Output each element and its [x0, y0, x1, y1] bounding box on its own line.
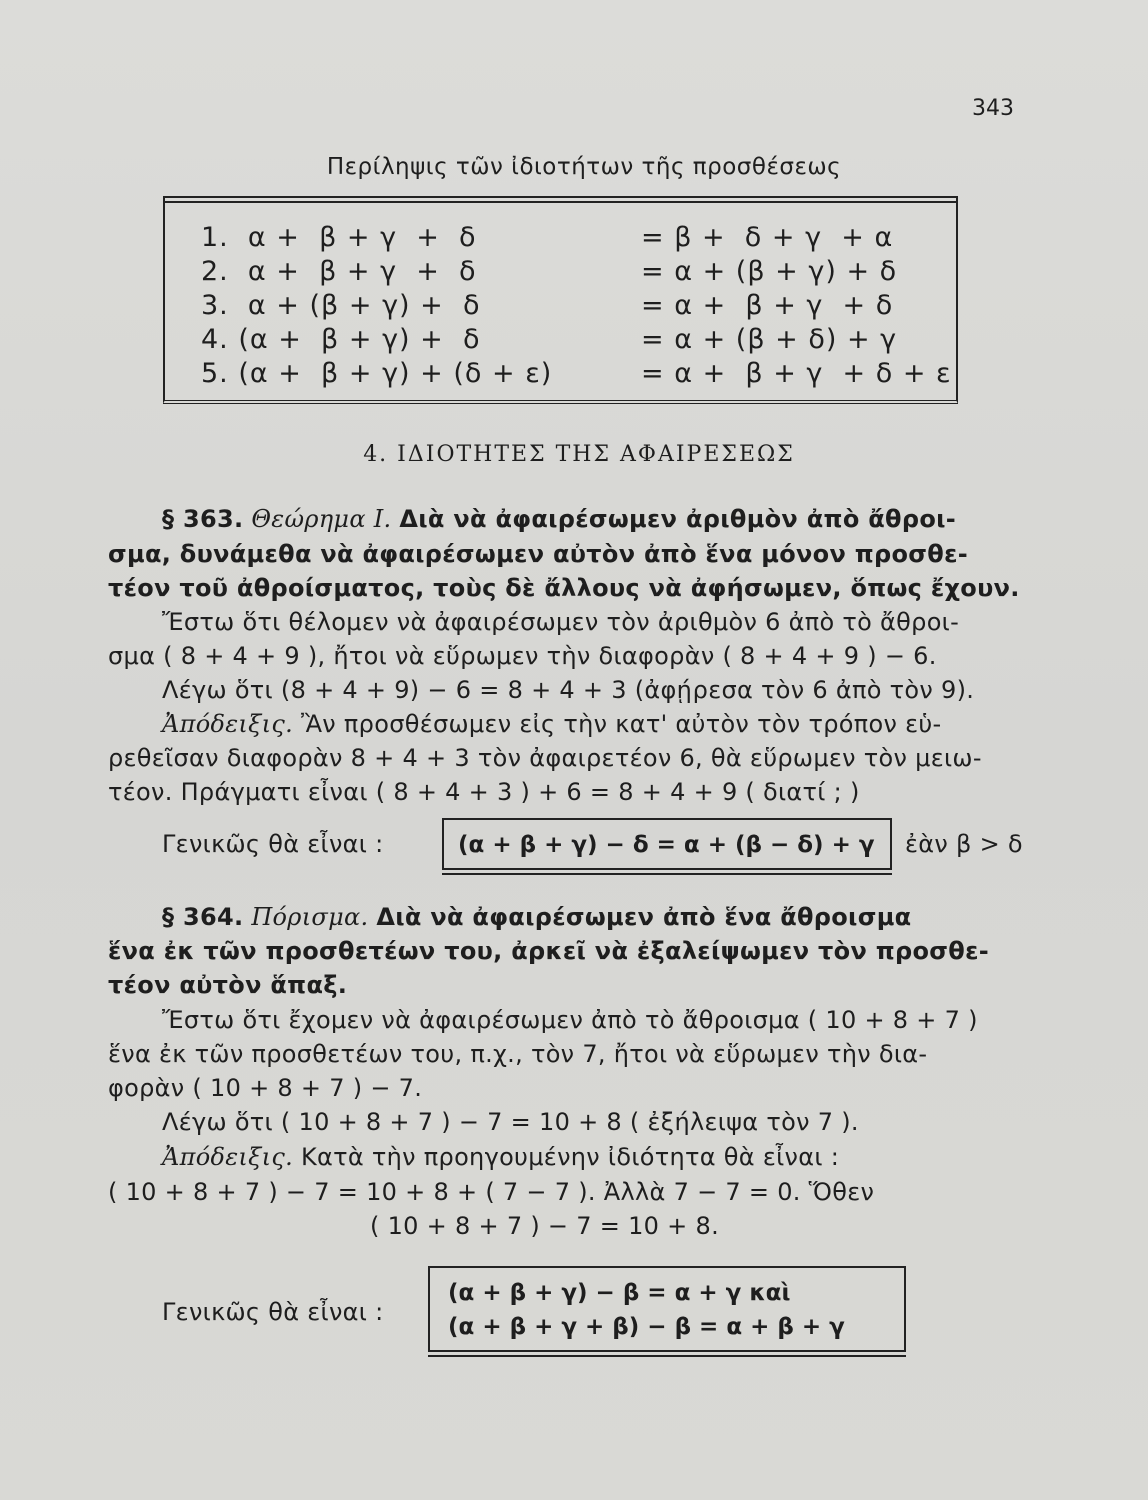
- proof-text: τέον. Πράγματι εἶναι ( 8 + 4 + 3 ) + 6 = 8 + 4 + 9 ( διατί ; ): [108, 778, 860, 806]
- summary-row-lhs: 4. (α + β + γ) + δ: [201, 324, 481, 355]
- theorem-363-line-1: [162, 505, 956, 533]
- theorem-label: Θεώρημα Ι.: [251, 505, 392, 533]
- summary-row-lhs: 5. (α + β + γ) + (δ + ε): [201, 358, 553, 389]
- body-text: Λέγω ὅτι ( 10 + 8 + 7 ) − 7 = 10 + 8 ( ἐξήλειψα τὸν 7 ).: [162, 1108, 859, 1136]
- theorem-statement: τέον τοῦ ἀθροίσματος, τοὺς δὲ ἄλλους νὰ ἀφήσωμεν, ὅπως ἔχουν.: [108, 574, 1020, 602]
- summary-row-rhs: = α + β + γ + δ + ε: [641, 358, 952, 389]
- body-text: Ἔστω ὅτι θέλομεν νὰ ἀφαιρέσωμεν τὸν ἀριθμὸν 6 ἀπὸ τὸ ἄθροι-: [162, 608, 960, 636]
- proof-line: [162, 710, 942, 738]
- section-heading: 4. ΙΔΙΟΤΗΤΕΣ ΤΗΣ ΑΦΑΙΡΕΣΕΩΣ: [363, 442, 795, 467]
- general-formula: (α + β + γ) − δ = α + (β − δ) + γ: [458, 832, 875, 858]
- corollary-statement: Διὰ νὰ ἀφαιρέσωμεν ἀπὸ ἕνα ἄθροισμα: [376, 903, 912, 931]
- page-number: 343: [972, 96, 1014, 121]
- summary-row-rhs: = α + β + γ + δ: [641, 290, 894, 321]
- summary-row-rhs: = α + (β + γ) + δ: [641, 256, 898, 287]
- general-formula-box: [428, 1266, 906, 1352]
- proof-text: ( 10 + 8 + 7 ) − 7 = 10 + 8 + ( 7 − 7 ). Ἀλλὰ 7 − 7 = 0. Ὅθεν: [108, 1178, 875, 1206]
- corollary-364-line-1: [162, 903, 911, 931]
- corollary-statement: ἕνα ἐκ τῶν προσθετέων του, ἀρκεῖ νὰ ἐξαλείψωμεν τὸν προσθε-: [108, 937, 990, 965]
- section-number: § 363.: [162, 505, 244, 533]
- theorem-statement: Διὰ νὰ ἀφαιρέσωμεν ἀριθμὸν ἀπὸ ἄθροι-: [399, 505, 957, 533]
- general-label: Γενικῶς θὰ εἶναι :: [162, 830, 384, 858]
- general-label: Γενικῶς θὰ εἶναι :: [162, 1298, 384, 1326]
- condition-text: ἐὰν β > δ: [905, 830, 1023, 858]
- general-formula-line-1: (α + β + γ) − β = α + γ καὶ: [448, 1280, 791, 1306]
- body-text: φορὰν ( 10 + 8 + 7 ) − 7.: [108, 1074, 423, 1102]
- summary-row-rhs: = β + δ + γ + α: [641, 222, 894, 253]
- summary-row-rhs: = α + (β + δ) + γ: [641, 324, 898, 355]
- proof-text: Κατὰ τὴν προηγουμένην ἰδιότητα θὰ εἶναι :: [300, 1143, 840, 1171]
- formula-box-rule: [442, 873, 892, 875]
- corollary-label: Πόρισμα.: [251, 903, 369, 931]
- corollary-statement: τέον αὐτὸν ἅπαξ.: [108, 971, 348, 999]
- summary-row: [201, 324, 898, 360]
- summary-row-lhs: 2. α + β + γ + δ: [201, 256, 477, 287]
- proof-line: [162, 1143, 839, 1171]
- proof-text: Ἂν προσθέσωμεν εἰς τὴν κατ' αὐτὸν τὸν τρόπον εὑ-: [300, 710, 942, 738]
- summary-table: [163, 196, 958, 404]
- proof-text: ρεθεῖσαν διαφορὰν 8 + 4 + 3 τὸν ἀφαιρετέον 6, θὰ εὕρωμεν τὸν μειω-: [108, 744, 982, 772]
- body-text: ἕνα ἐκ τῶν προσθετέων του, π.χ., τὸν 7, ἤτοι νὰ εὕρωμεν τὴν δια-: [108, 1040, 928, 1068]
- summary-row-lhs: 1. α + β + γ + δ: [201, 222, 477, 253]
- summary-row-lhs: 3. α + (β + γ) + δ: [201, 290, 481, 321]
- proof-text: ( 10 + 8 + 7 ) − 7 = 10 + 8.: [370, 1212, 720, 1240]
- summary-title: Περίληψις τῶν ἰδιοτήτων τῆς προσθέσεως: [326, 154, 842, 180]
- body-text: σμα ( 8 + 4 + 9 ), ἤτοι νὰ εὕρωμεν τὴν διαφορὰν ( 8 + 4 + 9 ) − 6.: [108, 642, 937, 670]
- summary-row: [201, 256, 898, 292]
- theorem-statement: σμα, δυνάμεθα νὰ ἀφαιρέσωμεν αὐτὸν ἀπὸ ἕνα μόνον προσθε-: [108, 540, 969, 568]
- summary-row: [201, 358, 952, 394]
- general-formula-line-2: (α + β + γ + β) − β = α + β + γ: [448, 1314, 845, 1340]
- proof-label: Ἀπόδειξις.: [162, 710, 293, 738]
- general-formula-box: [442, 818, 892, 870]
- proof-label: Ἀπόδειξις.: [162, 1143, 293, 1171]
- section-number: § 364.: [162, 903, 244, 931]
- body-text: Λέγω ὅτι (8 + 4 + 9) − 6 = 8 + 4 + 3 (ἀφῄρεσα τὸν 6 ἀπὸ τὸν 9).: [162, 676, 975, 704]
- summary-row: [201, 290, 894, 326]
- body-text: Ἔστω ὅτι ἔχομεν νὰ ἀφαιρέσωμεν ἀπὸ τὸ ἄθροισμα ( 10 + 8 + 7 ): [162, 1006, 978, 1034]
- summary-top-rule: [163, 201, 958, 203]
- summary-row: [201, 222, 894, 258]
- formula-box-rule: [428, 1355, 906, 1357]
